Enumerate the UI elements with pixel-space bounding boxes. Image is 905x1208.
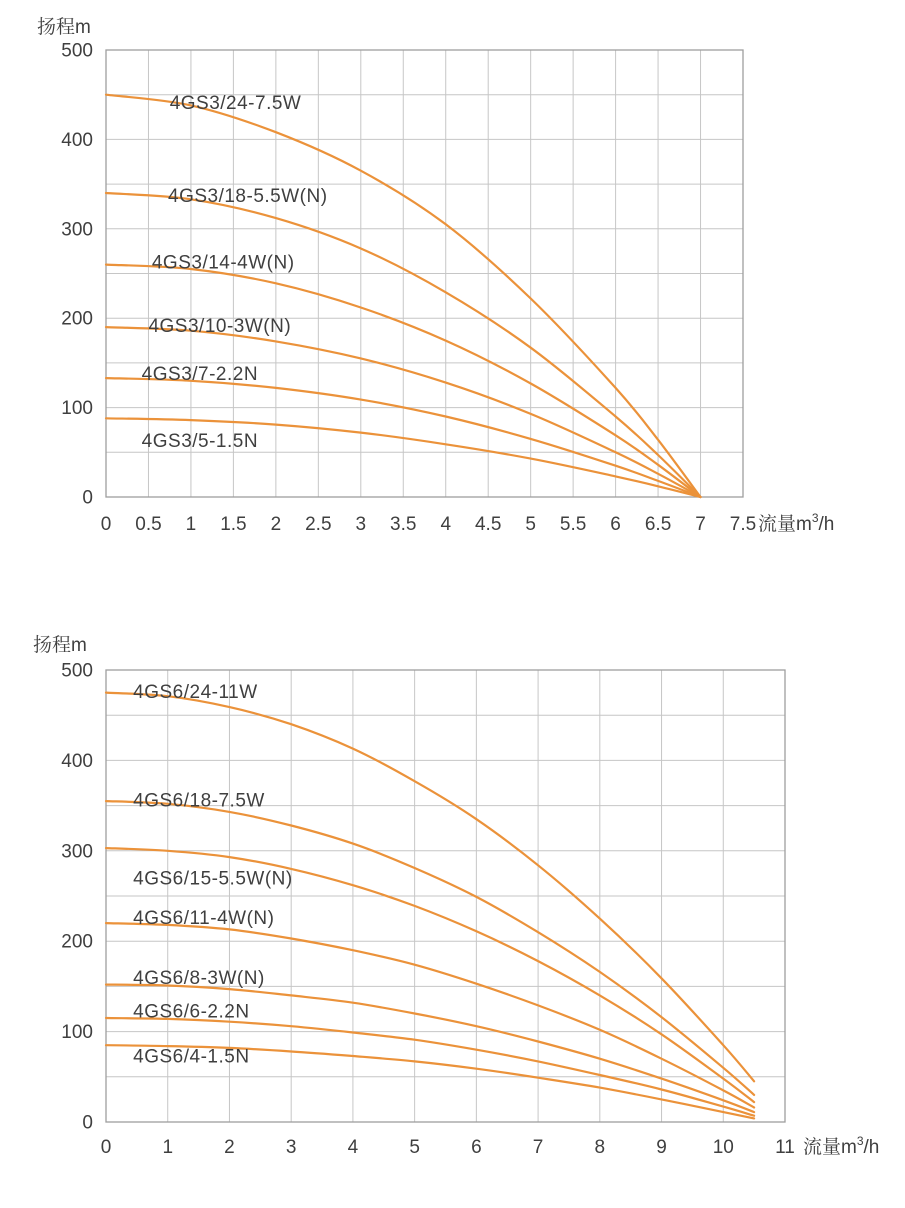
curve-label: 4GS6/4-1.5N <box>133 1046 250 1068</box>
x-tick-label: 3 <box>355 514 367 535</box>
curve-label: 4GS6/6-2.2N <box>133 1001 250 1023</box>
x-tick-label: 7.5 <box>729 514 757 535</box>
x-tick-label: 6 <box>610 514 621 535</box>
x-axis-title: 流量$m^3/h$ <box>758 511 835 535</box>
x-tick-label: 1.5 <box>220 514 247 535</box>
x-tick-label: 0 <box>100 1137 112 1158</box>
x-tick-label: 0.5 <box>135 514 162 535</box>
pump-chart-2 <box>33 634 879 1158</box>
x-tick-label: 7 <box>695 514 706 535</box>
curve-label: 4GS6/11-4W(N) <box>133 908 275 930</box>
x-tick-label: 8 <box>594 1137 606 1158</box>
x-tick-label: 2.5 <box>305 514 332 535</box>
x-tick-label: 5.5 <box>559 514 587 535</box>
y-axis-title: 扬程m <box>37 17 91 38</box>
curve-label: 4GS3/7-2.2N <box>141 364 259 386</box>
x-tick-label: 3 <box>285 1137 297 1158</box>
y-tick-label: 500 <box>61 40 93 62</box>
y-tick-label: 400 <box>61 750 93 772</box>
curve-label: 4GS3/10-3W(N) <box>148 315 292 337</box>
x-tick-label: 6 <box>471 1137 482 1158</box>
x-tick-label: 7 <box>532 1137 544 1158</box>
x-tick-label: 2 <box>270 514 282 535</box>
curve-label: 4GS3/14-4W(N) <box>151 252 295 274</box>
y-tick-label: 0 <box>82 487 93 509</box>
y-axis-title: 扬程m <box>33 635 87 656</box>
x-tick-label: 9 <box>656 1137 667 1158</box>
curve-label: 4GS3/24-7.5W <box>169 93 302 115</box>
curve-label: 4GS6/24-11W <box>133 682 258 704</box>
x-tick-label: 2 <box>224 1137 235 1158</box>
y-tick-label: 300 <box>61 841 93 863</box>
x-tick-label: 4 <box>440 514 452 535</box>
x-tick-label: 5 <box>409 1137 420 1158</box>
curve-label: 4GS3/5-1.5N <box>141 431 259 453</box>
y-tick-label: 200 <box>61 308 93 330</box>
x-tick-label: 4 <box>347 1137 359 1158</box>
x-tick-label: 6.5 <box>644 514 672 535</box>
x-tick-label: 3.5 <box>390 514 417 535</box>
x-tick-label: 10 <box>712 1137 734 1158</box>
y-tick-label: 300 <box>61 219 93 241</box>
curve-label: 4GS6/18-7.5W <box>133 790 265 812</box>
grid-lines <box>106 50 743 497</box>
y-tick-label: 100 <box>61 1022 93 1044</box>
y-tick-label: 400 <box>61 129 93 151</box>
curve-label: 4GS6/8-3W(N) <box>133 967 265 989</box>
y-tick-label: 100 <box>61 398 93 420</box>
y-tick-label: 500 <box>61 660 93 682</box>
y-tick-label: 200 <box>61 931 93 953</box>
x-tick-label: 1 <box>162 1137 174 1158</box>
x-tick-label: 1 <box>185 514 197 535</box>
y-tick-label: 0 <box>82 1112 93 1134</box>
x-tick-label: 0 <box>100 514 112 535</box>
pump-chart-1 <box>37 16 834 535</box>
x-tick-label: 11 <box>775 1137 795 1158</box>
curve-label: 4GS3/18-5.5W(N) <box>168 186 328 208</box>
x-tick-label: 5 <box>525 514 536 535</box>
x-axis-title: 流量$m^3/h$ <box>803 1134 880 1158</box>
curve-label: 4GS6/15-5.5W(N) <box>133 868 293 890</box>
x-tick-label: 4.5 <box>474 514 502 535</box>
